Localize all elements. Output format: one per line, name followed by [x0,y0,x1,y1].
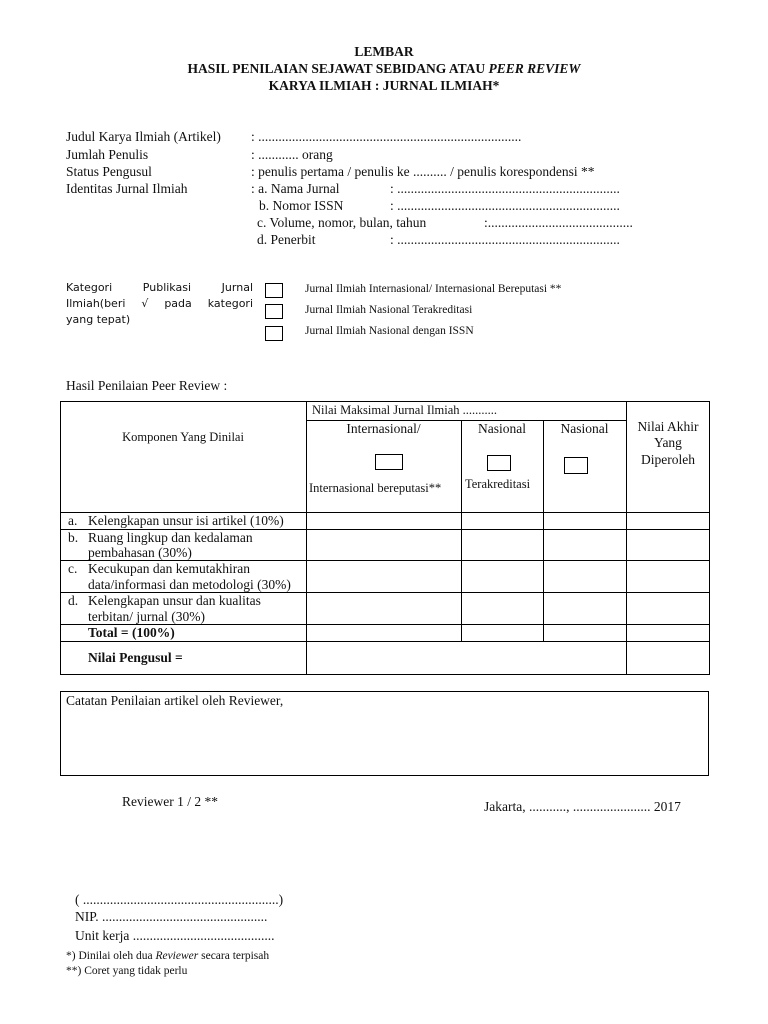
signature-unit: Unit kerja .......................................... [75,928,275,943]
kategori-checkbox-issn[interactable] [265,326,283,341]
reviewer-label: Reviewer 1 / 2 ** [122,794,218,809]
col-nasional-akreditasi-bottom: Terakreditasi [465,477,531,491]
catatan-box[interactable] [60,691,709,776]
footnote-2: **) Coret yang tidak perlu [66,965,188,977]
kategori-option-terakreditasi: Jurnal Ilmiah Nasional Terakreditasi [305,304,473,316]
jumlah-value: : ............ orang [251,147,333,162]
status-label: Status Pengusul [66,164,152,179]
identitas-label: Identitas Jurnal Ilmiah [66,181,188,196]
title-karya-ilmiah: KARYA ILMIAH : JURNAL ILMIAH* [268,78,500,93]
kategori-option-issn: Jurnal Ilmiah Nasional dengan ISSN [305,325,474,337]
nilai-pengusul-label: Nilai Pengusul = [88,650,183,665]
judul-value: : .............................................................................. [251,129,522,144]
kategori-label-line2: Ilmiah(beri √ pada kategori [66,297,253,310]
status-value: : penulis pertama / penulis ke .......... / penulis korespondensi ** [251,164,595,179]
review-heading: Hasil Penilaian Peer Review : [66,378,228,393]
jumlah-label: Jumlah Penulis [66,147,149,162]
signature-nip: NIP. ................................................. [75,909,268,924]
identitas-c-value: :........................................... [484,215,633,230]
signature-name-line: ( ..........................................................) [75,892,284,907]
col-nasional-top: Nasional [560,421,609,436]
row-c-text-2: data/informasi dan metodologi (30%) [88,577,291,592]
nilai-akhir-2: Yang [654,435,682,450]
row-d-text-1: Kelengkapan unsur dan kualitas [88,593,261,608]
kategori-label-line3: yang tepat) [66,313,131,326]
identitas-d-value: : .................................................................. [390,232,620,247]
nilai-akhir-1: Nilai Akhir [637,419,699,434]
identitas-a-value: : .................................................................. [390,181,620,196]
col-nasional-box[interactable] [564,457,588,474]
identitas-d-label: d. Penerbit [257,232,316,247]
footnote-1-suffix: secara terpisah [198,950,270,962]
col-internasional-bottom: Internasional bereputasi** [309,481,442,495]
row-b-letter: b. [68,530,79,545]
col-internasional-box[interactable] [375,454,403,470]
kategori-checkbox-terakreditasi[interactable] [265,304,283,319]
identitas-c-label: c. Volume, nomor, bulan, tahun [257,215,427,230]
title-lembar: LEMBAR [354,44,414,59]
title-hasil-penilaian [0,61,768,77]
kategori-checkbox-internasional[interactable] [265,283,283,298]
catatan-label: Catatan Penilaian artikel oleh Reviewer, [66,693,284,708]
identitas-a-label: : a. Nama Jurnal [251,181,340,196]
col-nasional-akreditasi-top: Nasional [478,421,526,436]
row-c-text-1: Kecukupan dan kemutakhiran [88,561,250,576]
title-italic: PEER REVIEW [488,61,581,76]
nilai-maksimal-header: Nilai Maksimal Jurnal Ilmiah ........... [312,403,498,417]
total-label: Total = (100%) [88,625,175,640]
kategori-label-line1: Kategori Publikasi Jurnal [66,281,253,294]
title-prefix: HASIL PENILAIAN SEJAWAT SEBIDANG ATAU [187,61,489,76]
nilai-akhir-3: Diperoleh [641,452,695,467]
col-nasional-akreditasi-box[interactable] [487,455,511,471]
row-a-text: Kelengkapan unsur isi artikel (10%) [88,513,284,528]
col-internasional-top: Internasional/ [346,421,421,436]
row-d-text-2: terbitan/ jurnal (30%) [88,609,205,624]
footnote-1 [66,950,269,962]
row-b-text-2: pembahasan (30%) [88,545,192,560]
kategori-option-internasional: Jurnal Ilmiah Internasional/ Internasional Bereputasi ** [305,283,562,295]
footnote-1-prefix: *) Dinilai oleh dua [66,950,156,962]
identitas-b-label: b. Nomor ISSN [259,198,344,213]
row-a-letter: a. [68,513,78,528]
place-date: Jakarta, ..........., ....................... 2017 [484,799,681,814]
row-d-letter: d. [68,593,79,608]
judul-label: Judul Karya Ilmiah (Artikel) [66,129,221,144]
footnote-1-italic: Reviewer [155,950,199,962]
row-b-text-1: Ruang lingkup dan kedalaman [88,530,253,545]
identitas-b-value: : .................................................................. [390,198,620,213]
komponen-header: Komponen Yang Dinilai [122,430,244,444]
row-c-letter: c. [68,561,78,576]
